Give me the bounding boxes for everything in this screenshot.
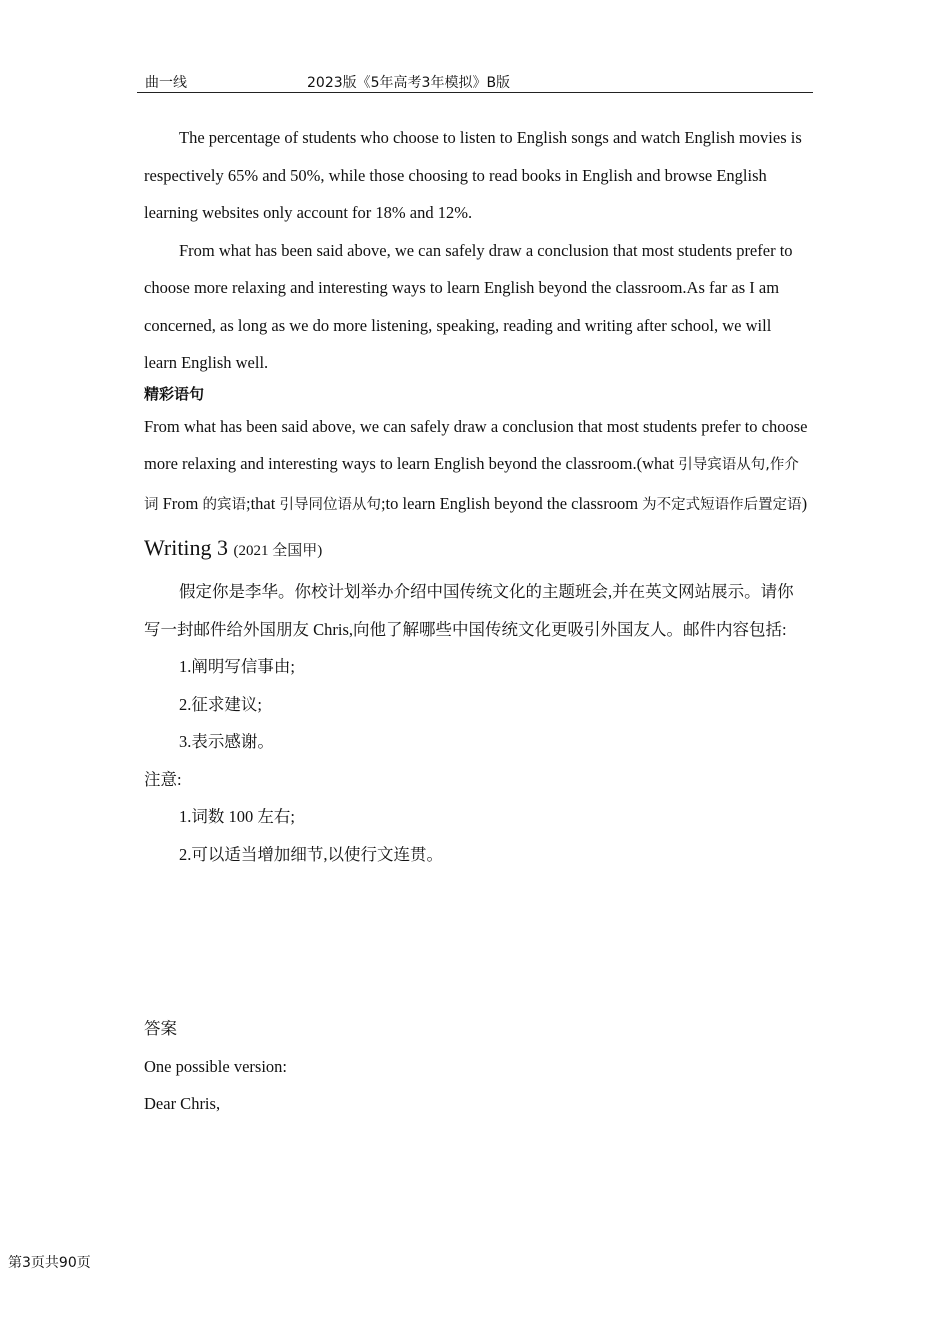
note-item: 1.词数 100 左右;	[179, 807, 295, 826]
highlight-sentence	[144, 408, 808, 525]
requirement-item: 1.阐明写信事由;	[179, 657, 295, 676]
answer-greeting: Dear Chris,	[144, 1094, 221, 1113]
paragraph-percentages: The percentage of students who choose to listen to English songs and watch English movies is respectively 65% and 50%, while those choosing to read books in English and browse English learning websites only account for 18% and 12%.	[144, 128, 802, 222]
page-footer: 第3页共90页	[8, 1255, 91, 1271]
highlight-text: From	[158, 493, 203, 513]
highlight-text: ;that	[246, 493, 280, 513]
paragraph-conclusion: From what has been said above, we can safely draw a conclusion that most students prefer to choose more relaxing and interesting ways to learn English beyond the classroom.As far as I am concerned, as long as we do more listening, speaking, reading and writing after school, we will learn English well.	[144, 240, 793, 372]
header-book-title: 2023版《5年高考3年模拟》B版	[307, 75, 511, 91]
highlight-note: 的宾语	[202, 496, 247, 513]
header-brand: 曲一线	[145, 75, 187, 91]
note-item: 2.可以适当增加细节,以使行文连贯。	[179, 844, 443, 864]
highlight-note: 引导同位语从句	[279, 496, 381, 513]
answer-version: One possible version:	[144, 1056, 287, 1076]
requirement-item: 3.表示感谢。	[179, 732, 274, 751]
writing-prompt: 假定你是李华。你校计划举办介绍中国传统文化的主题班会,并在英文网站展示。请你写一封邮件给外国朋友 Chris,向他了解哪些中国传统文化更吸引外国友人。邮件内容包括:	[144, 582, 794, 639]
writing-title	[144, 526, 808, 573]
note-label: 注意:	[144, 769, 182, 789]
highlight-heading: 精彩语句	[144, 384, 205, 403]
highlight-note: 为不定式短语作后置定语	[642, 496, 802, 513]
highlight-text: From what has been said above, we can safely draw a conclusion that most students prefer to choose more relaxing and interesting ways to learn English beyond the classroom.(what	[144, 416, 808, 473]
writing-source: (2021 全国甲)	[233, 543, 323, 559]
answer-label: 答案	[144, 1019, 177, 1038]
page-header	[137, 70, 813, 93]
highlight-text: ;to learn English beyond the classroom	[380, 493, 643, 513]
highlight-note: 引导宾语从句,作介词	[144, 457, 799, 513]
page-content	[144, 119, 808, 1123]
requirement-item: 2.征求建议;	[179, 694, 262, 714]
highlight-text: )	[801, 493, 808, 513]
writing-title-text: Writing 3	[144, 535, 229, 560]
blank-space	[144, 873, 808, 1010]
